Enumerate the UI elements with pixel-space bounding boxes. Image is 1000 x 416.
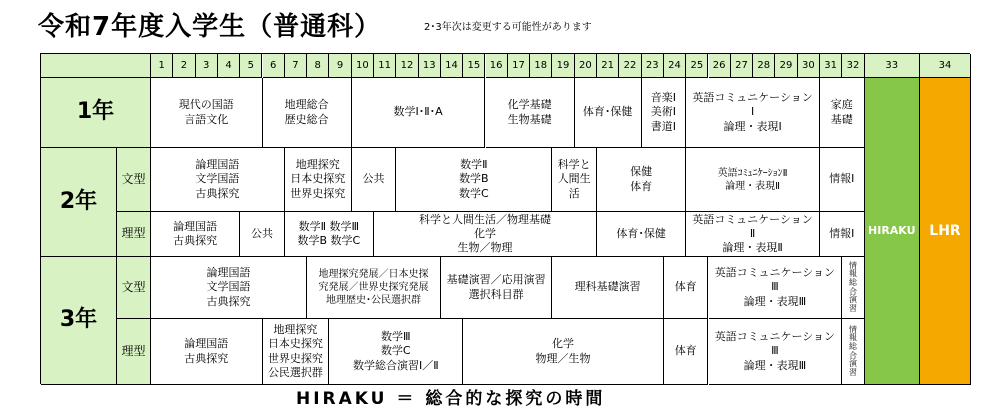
column-header: 29 bbox=[775, 54, 797, 78]
subject-cell: 保健 体育 bbox=[597, 148, 686, 212]
column-header: 15 bbox=[463, 54, 485, 78]
subject-cell: 公共 bbox=[352, 148, 397, 212]
type-label-rikei: 理型 bbox=[117, 319, 151, 385]
column-header: 30 bbox=[798, 54, 820, 78]
column-header: 27 bbox=[731, 54, 753, 78]
column-header: 14 bbox=[441, 54, 463, 78]
subject-cell: 数学Ⅱ 数学B 数学C bbox=[396, 148, 552, 212]
column-header: 24 bbox=[664, 54, 686, 78]
subject-cell: 論理国語 文学国語 古典探究 bbox=[151, 257, 307, 319]
subject-cell: 英語コミュニケーション Ⅰ 論理・表現Ⅰ bbox=[686, 78, 820, 148]
type-label-rikei: 理型 bbox=[117, 212, 151, 257]
column-header: 23 bbox=[642, 54, 664, 78]
hiraku-block: HIRAKU bbox=[865, 78, 920, 385]
subject-cell: 化学 物理／生物 bbox=[463, 319, 664, 385]
year-1-label: 1年 bbox=[41, 78, 151, 148]
column-header: 20 bbox=[575, 54, 597, 78]
subject-cell: 体育･保健 bbox=[575, 78, 642, 148]
column-header: 13 bbox=[419, 54, 441, 78]
column-header: 5 bbox=[240, 54, 262, 78]
column-header: 10 bbox=[352, 54, 374, 78]
footer-legend: HIRAKU ＝ 総合的な探究の時間 bbox=[296, 389, 606, 409]
subject-cell: 英語コミュニケーション Ⅲ 論理・表現Ⅲ bbox=[709, 257, 843, 319]
column-header: 3 bbox=[196, 54, 218, 78]
column-header: 8 bbox=[307, 54, 329, 78]
subject-cell: 現代の国語 言語文化 bbox=[151, 78, 263, 148]
column-header: 21 bbox=[597, 54, 619, 78]
subject-cell: 数学Ⅰ･Ⅱ･A bbox=[352, 78, 486, 148]
column-header: 2 bbox=[173, 54, 195, 78]
subject-cell: 英語コミュニケーション Ⅱ 論理・表現Ⅱ bbox=[686, 212, 820, 257]
page-title: 令和7年度入学生（普通科） bbox=[38, 12, 382, 42]
column-header: 7 bbox=[285, 54, 307, 78]
curriculum-table bbox=[40, 53, 970, 384]
header-corner bbox=[41, 54, 151, 78]
subject-cell: 英語コミュニケーション Ⅲ 論理・表現Ⅲ bbox=[709, 319, 843, 385]
column-header: 33 bbox=[865, 54, 920, 78]
type-label-bunkei: 文型 bbox=[117, 148, 151, 212]
subject-cell: 化学基礎 生物基礎 bbox=[486, 78, 575, 148]
subject-cell: 数学Ⅲ 数学C 数学総合演習Ⅰ／Ⅱ bbox=[329, 319, 463, 385]
subject-cell: 体育 bbox=[664, 319, 709, 385]
column-header: 11 bbox=[374, 54, 396, 78]
column-header: 1 bbox=[151, 54, 173, 78]
subject-cell: 論理国語 古典探究 bbox=[151, 212, 240, 257]
year-2-label: 2年 bbox=[41, 148, 117, 257]
column-header: 26 bbox=[709, 54, 731, 78]
subject-cell: 地理探究発展／日本史探 究発展／世界史探究発展 地理歴史･公民選択群 bbox=[307, 257, 441, 319]
subject-cell: 論理国語 古典探究 bbox=[151, 319, 263, 385]
subject-cell: 理科基礎演習 bbox=[552, 257, 664, 319]
column-header: 12 bbox=[396, 54, 418, 78]
subject-cell: 情 報 総 合 演 習 bbox=[842, 257, 864, 319]
subject-cell: 音楽Ⅰ 美術Ⅰ 書道Ⅰ bbox=[642, 78, 687, 148]
subject-cell: 論理国語 文学国語 古典探究 bbox=[151, 148, 285, 212]
subject-cell: 地理探究 日本史探究 世界史探究 bbox=[285, 148, 352, 212]
column-header: 25 bbox=[686, 54, 708, 78]
subject-cell: 科学と 人間生 活 bbox=[552, 148, 597, 212]
column-header: 31 bbox=[820, 54, 842, 78]
subject-cell: 科学と人間生活／物理基礎 化学 生物／物理 bbox=[374, 212, 597, 257]
change-note: 2･3年次は変更する可能性があります bbox=[424, 22, 592, 33]
subject-cell: 英語ｺﾐｭﾆｹｰｼｮﾝⅡ 論理・表現Ⅱ bbox=[686, 148, 820, 212]
subject-cell: 基礎演習／応用演習 選択科目群 bbox=[441, 257, 553, 319]
subject-cell: 情 報 総 合 演 習 bbox=[842, 319, 864, 385]
column-header: 34 bbox=[920, 54, 971, 78]
column-header: 6 bbox=[263, 54, 285, 78]
subject-cell: 情報Ⅰ bbox=[820, 148, 865, 212]
column-header: 16 bbox=[486, 54, 508, 78]
subject-cell: 地理探究 日本史探究 世界史探究 公民選択群 bbox=[263, 319, 330, 385]
subject-cell: 情報Ⅰ bbox=[820, 212, 865, 257]
subject-cell: 体育･保健 bbox=[597, 212, 686, 257]
column-header: 19 bbox=[552, 54, 574, 78]
year-3-label: 3年 bbox=[41, 257, 117, 385]
subject-cell: 数学Ⅱ 数学Ⅲ 数学B 数学C bbox=[285, 212, 374, 257]
subject-cell: 家庭 基礎 bbox=[820, 78, 865, 148]
type-label-bunkei: 文型 bbox=[117, 257, 151, 319]
subject-cell: 体育 bbox=[664, 257, 709, 319]
lhr-block: LHR bbox=[920, 78, 971, 385]
column-header: 17 bbox=[508, 54, 530, 78]
subject-cell: 地理総合 歴史総合 bbox=[263, 78, 352, 148]
column-header: 28 bbox=[753, 54, 775, 78]
column-header: 9 bbox=[329, 54, 351, 78]
column-header: 32 bbox=[842, 54, 864, 78]
subject-cell: 公共 bbox=[240, 212, 285, 257]
column-header: 22 bbox=[619, 54, 641, 78]
column-header: 4 bbox=[218, 54, 240, 78]
column-header: 18 bbox=[530, 54, 552, 78]
